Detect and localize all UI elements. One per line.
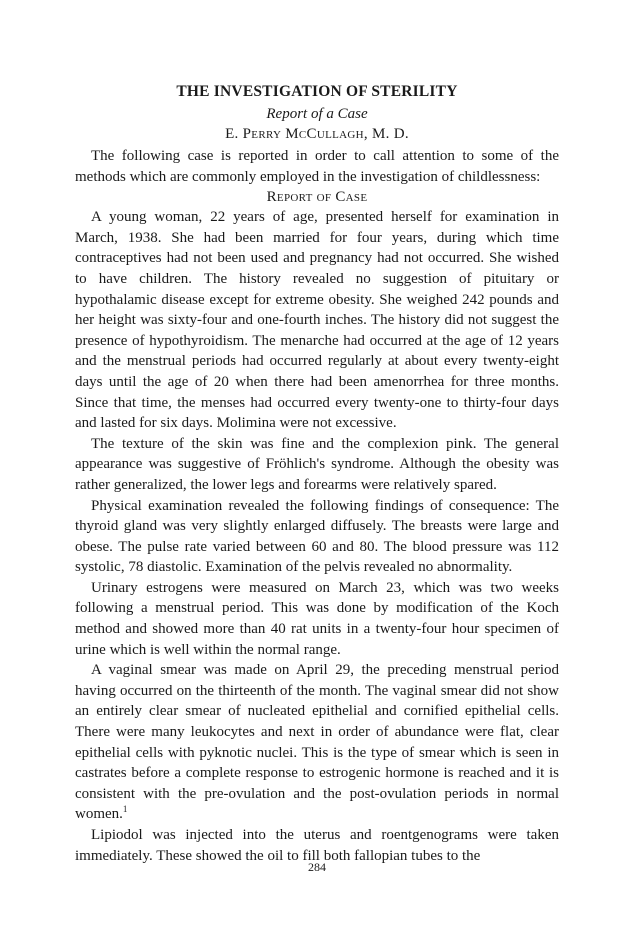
body-paragraph: Physical examination revealed the following findings of consequence: The thyroid gland was very slightly enlarged diffusely. The breasts were large and obese. The pulse rate varied between 60 and 80. The blood pressure was 112 systolic, 78 diastolic. Examination of the pelvis revealed no abnormality.: [75, 497, 559, 576]
body-paragraph-with-footnote: [75, 660, 559, 825]
intro-paragraph: The following case is reported in order to call attention to some of the methods which are commonly employed in the investigation of childlessness:: [75, 148, 559, 185]
document-page: [75, 82, 559, 874]
footnote-marker: 1: [122, 804, 128, 815]
body-paragraph: Lipiodol was injected into the uterus and roentgenograms were taken immediately. These showed the oil to fill both fallopian tubes to the: [75, 827, 559, 864]
body-paragraph: A young woman, 22 years of age, presented herself for examination in March, 1938. She had been married for four years, during which time contraceptives had not been used and pregnancy had not occurred. She wished to have children. The history revealed no suggestion of pituitary or hypothalamic disease except for extreme obesity. She weighed 242 pounds and her height was sixty-four and one-fourth inches. The history did not suggest the presence of hypothyroidism. The menarche had occurred at the age of 12 years and the menstrual periods had occurred regularly at about every twenty-eight days until the age of 20 when there had been amenorrhea for three months. Since that time, the menses had occurred every twenty-one to thirty-four days and lasted for six days. Molimina were not excessive.: [75, 209, 559, 432]
body-paragraph: Urinary estrogens were measured on March 23, which was two weeks following a menstrual period. This was done by modification of the Koch method and showed more than 40 rat units in a twenty-four hour specimen of urine which is well within the normal range.: [75, 579, 559, 658]
body-paragraph: The texture of the skin was fine and the complexion pink. The general appearance was suggestive of Fröhlich's syndrome. Although the obesity was rather generalized, the lower legs and forearms were relatively spared.: [75, 435, 559, 493]
article-subtitle: Report of a Case: [266, 106, 368, 122]
page-number: 284: [308, 860, 326, 874]
paragraph-text: A vaginal smear was made on April 29, the preceding menstrual period having occurred on the thirteenth of the month. The vaginal smear did not show an entirely clear smear of nucleated epithelial and cornified epithelial cells. There were many leukocytes and next in order of abundance were flat, clear epithelial cells with pyknotic nuclei. This is the type of smear which is seen in castrates before a complete response to estrogenic hormone is reached and it is consistent with the pre-ovulation and the post-ovulation periods in normal women.: [75, 662, 559, 823]
section-heading: Report of Case: [266, 189, 368, 206]
article-title: THE INVESTIGATION OF STERILITY: [176, 83, 458, 100]
article-author: E. Perry McCullagh, M. D.: [225, 126, 409, 142]
